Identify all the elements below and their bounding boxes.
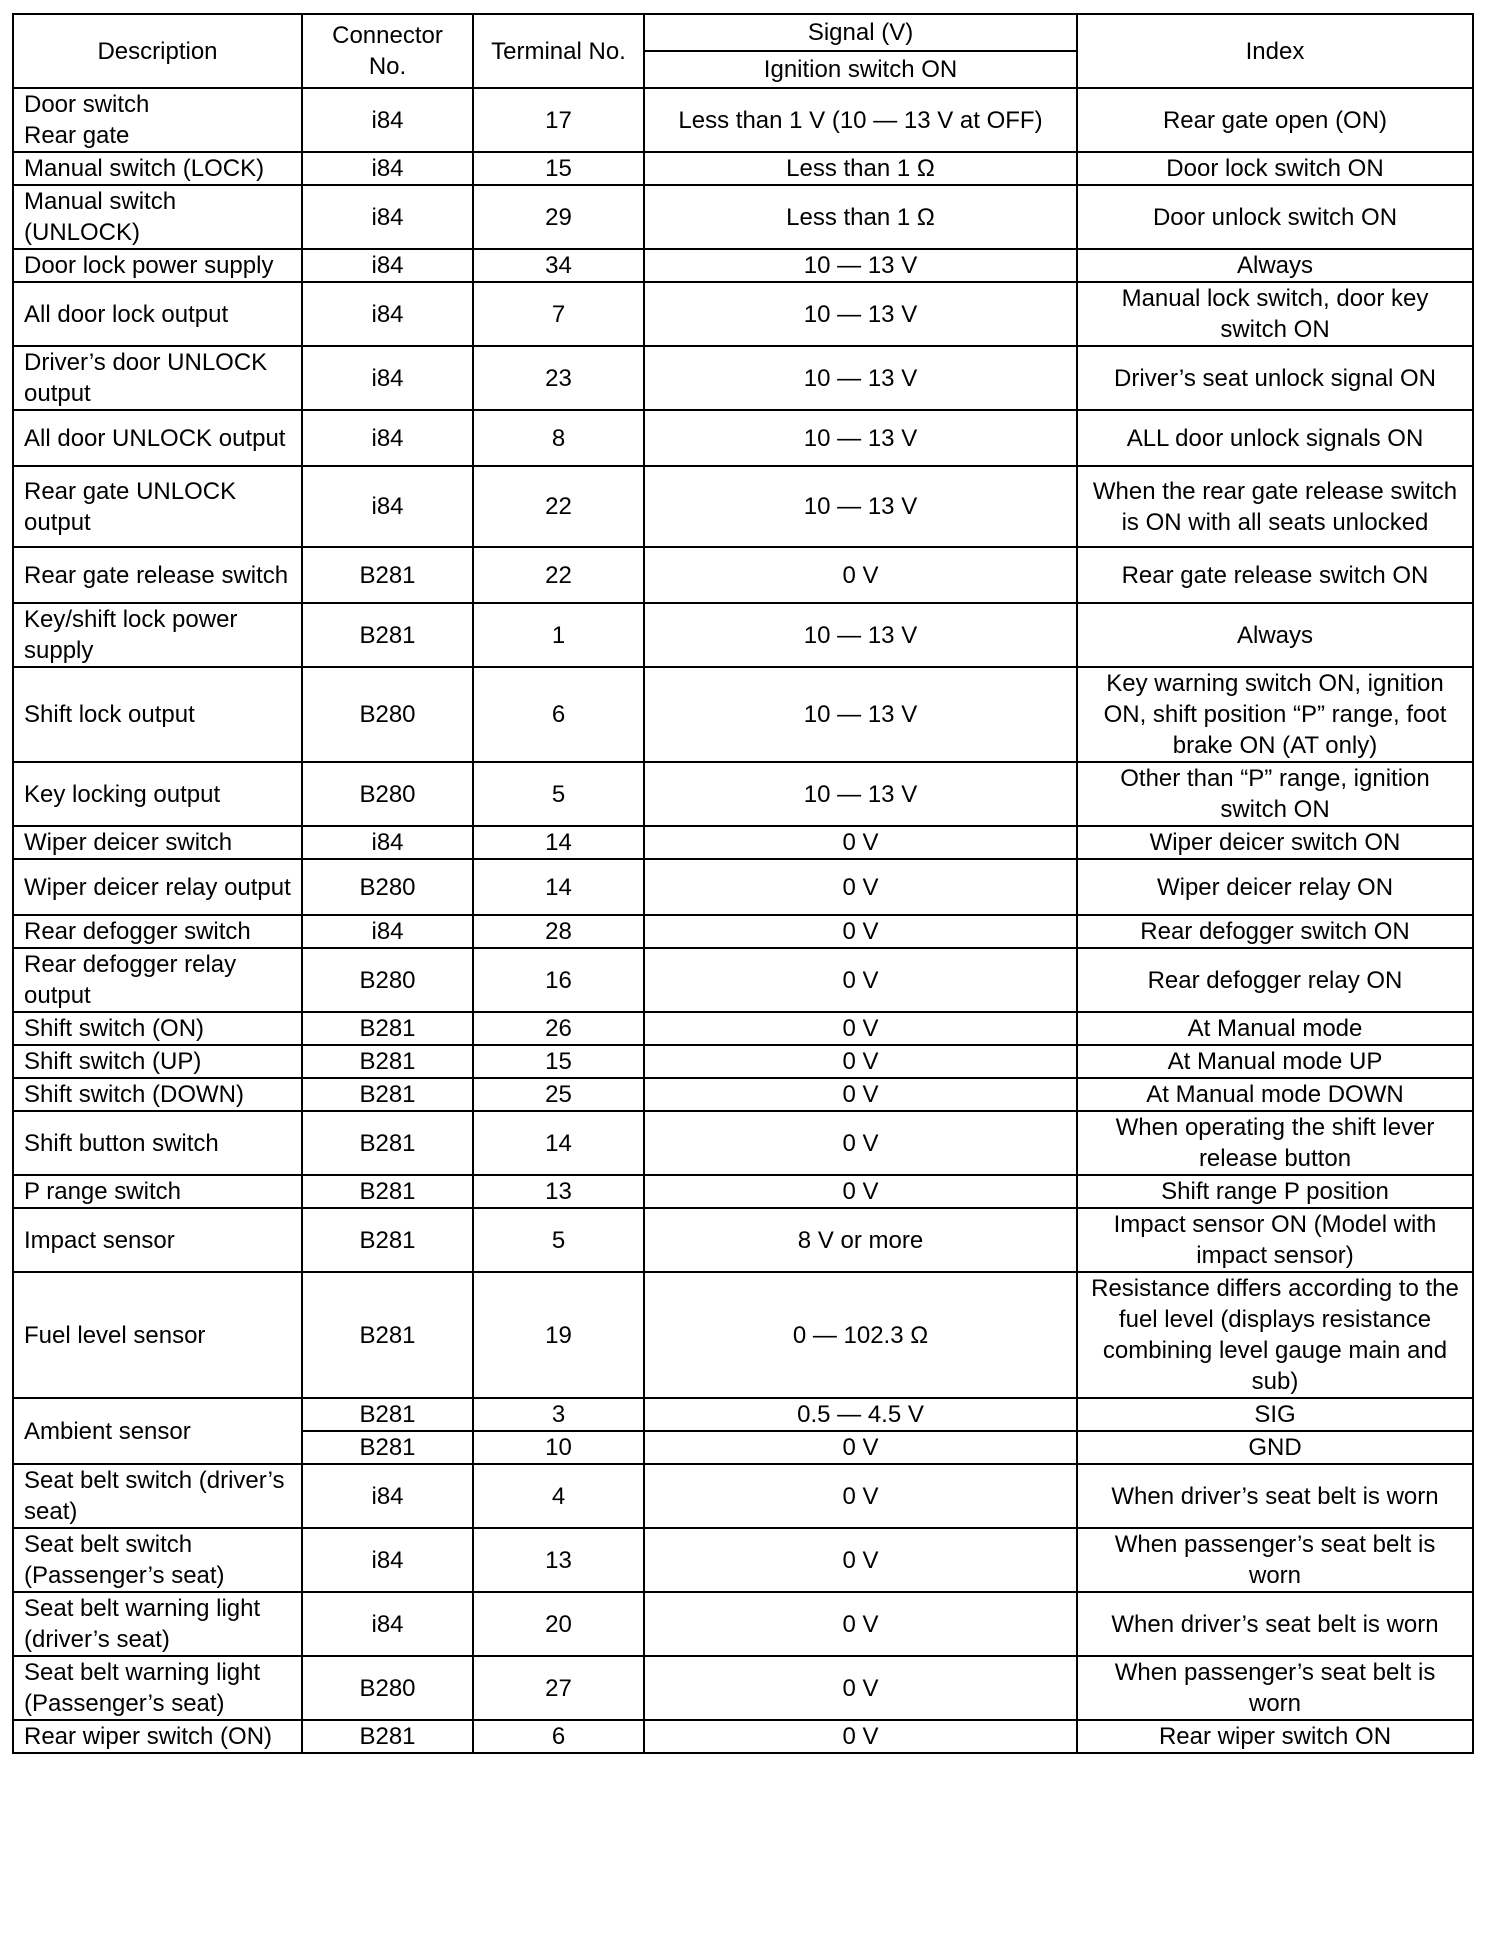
cell-terminal: 22 [473,547,644,603]
cell-description: Rear gate UNLOCK output [13,466,302,547]
table-row [13,1045,1473,1078]
cell-connector: i84 [302,466,473,547]
table-row [13,1111,1473,1175]
cell-index: At Manual mode UP [1077,1045,1473,1078]
cell-signal: 8 V or more [644,1208,1077,1272]
cell-terminal: 13 [473,1175,644,1208]
cell-signal: 0 V [644,859,1077,915]
cell-signal: 0 V [644,1078,1077,1111]
cell-connector: B280 [302,667,473,762]
cell-index: Rear gate open (ON) [1077,88,1473,152]
cell-description: Impact sensor [13,1208,302,1272]
cell-description: Seat belt switch (driver’s seat) [13,1464,302,1528]
cell-signal: 0 V [644,1045,1077,1078]
cell-connector: B281 [302,547,473,603]
cell-connector: B281 [302,1720,473,1753]
cell-connector: i84 [302,410,473,466]
cell-index: Rear defogger switch ON [1077,915,1473,948]
cell-connector: B281 [302,1272,473,1398]
cell-signal: 0 V [644,1012,1077,1045]
table-row [13,282,1473,346]
cell-description: Key locking output [13,762,302,826]
table-row [13,249,1473,282]
cell-terminal: 19 [473,1272,644,1398]
table-row [13,1528,1473,1592]
cell-index: When operating the shift lever release button [1077,1111,1473,1175]
table-row [13,1078,1473,1111]
table-row [13,152,1473,185]
cell-index: Rear gate release switch ON [1077,547,1473,603]
cell-terminal: 17 [473,88,644,152]
cell-description: Rear defogger relay output [13,948,302,1012]
header-index: Index [1077,14,1473,88]
cell-connector: B281 [302,1078,473,1111]
table-row [13,1656,1473,1720]
cell-index: When the rear gate release switch is ON with all seats unlocked [1077,466,1473,547]
cell-index: Wiper deicer switch ON [1077,826,1473,859]
cell-terminal: 14 [473,826,644,859]
cell-description: Rear gate release switch [13,547,302,603]
table-row [13,1175,1473,1208]
table-row [13,346,1473,410]
cell-index: Resistance differs according to the fuel level (displays resistance combining level gauge main and sub) [1077,1272,1473,1398]
cell-signal: 0 V [644,1592,1077,1656]
cell-terminal: 15 [473,1045,644,1078]
cell-connector: i84 [302,826,473,859]
cell-description: Rear wiper switch (ON) [13,1720,302,1753]
cell-description: P range switch [13,1175,302,1208]
cell-index: Wiper deicer relay ON [1077,859,1473,915]
cell-index: Key warning switch ON, ignition ON, shift position “P” range, foot brake ON (AT only) [1077,667,1473,762]
header-description: Description [13,14,302,88]
cell-connector: B281 [302,1045,473,1078]
cell-description: Door switch Rear gate [13,88,302,152]
table-row [13,859,1473,915]
cell-description: Shift switch (ON) [13,1012,302,1045]
cell-terminal: 10 [473,1431,644,1464]
cell-index: Rear defogger relay ON [1077,948,1473,1012]
table-row [13,915,1473,948]
cell-signal: 10 — 13 V [644,249,1077,282]
cell-signal: 0.5 — 4.5 V [644,1398,1077,1431]
cell-terminal: 20 [473,1592,644,1656]
cell-signal: 10 — 13 V [644,346,1077,410]
cell-signal: 0 V [644,826,1077,859]
cell-signal: 0 V [644,915,1077,948]
cell-index: When driver’s seat belt is worn [1077,1592,1473,1656]
cell-terminal: 8 [473,410,644,466]
cell-connector: B280 [302,948,473,1012]
cell-description: Shift switch (DOWN) [13,1078,302,1111]
cell-connector: B281 [302,1431,473,1464]
table-row [13,185,1473,249]
cell-connector: i84 [302,152,473,185]
cell-description: Fuel level sensor [13,1272,302,1398]
cell-description: Ambient sensor [13,1398,302,1464]
cell-connector: B280 [302,859,473,915]
cell-connector: B281 [302,1398,473,1431]
cell-signal: 0 — 102.3 Ω [644,1272,1077,1398]
cell-signal: 10 — 13 V [644,466,1077,547]
cell-description: Manual switch (UNLOCK) [13,185,302,249]
table-row [13,667,1473,762]
cell-index: Shift range P position [1077,1175,1473,1208]
cell-description: Seat belt switch (Passenger’s seat) [13,1528,302,1592]
cell-signal: 0 V [644,1431,1077,1464]
cell-terminal: 23 [473,346,644,410]
table-row [13,826,1473,859]
cell-index: Rear wiper switch ON [1077,1720,1473,1753]
cell-index: When passenger’s seat belt is worn [1077,1528,1473,1592]
cell-signal: 0 V [644,1720,1077,1753]
cell-signal: 10 — 13 V [644,410,1077,466]
cell-signal: 0 V [644,547,1077,603]
cell-index: GND [1077,1431,1473,1464]
cell-connector: B281 [302,603,473,667]
cell-connector: i84 [302,346,473,410]
cell-connector: i84 [302,1528,473,1592]
cell-terminal: 5 [473,1208,644,1272]
cell-connector: i84 [302,249,473,282]
cell-signal: 10 — 13 V [644,603,1077,667]
cell-terminal: 13 [473,1528,644,1592]
header-signal: Signal (V) [644,14,1077,51]
cell-index: When driver’s seat belt is worn [1077,1464,1473,1528]
cell-signal: Less than 1 Ω [644,185,1077,249]
cell-terminal: 5 [473,762,644,826]
table-row [13,948,1473,1012]
cell-connector: B281 [302,1012,473,1045]
cell-terminal: 16 [473,948,644,1012]
table-row [13,1012,1473,1045]
cell-signal: 10 — 13 V [644,762,1077,826]
table-row [13,1464,1473,1528]
cell-connector: B281 [302,1111,473,1175]
table-row [13,1720,1473,1753]
cell-connector: i84 [302,282,473,346]
cell-description: Manual switch (LOCK) [13,152,302,185]
cell-connector: i84 [302,185,473,249]
cell-index: When passenger’s seat belt is worn [1077,1656,1473,1720]
cell-terminal: 7 [473,282,644,346]
cell-connector: i84 [302,1464,473,1528]
table-row [13,1208,1473,1272]
cell-index: Always [1077,603,1473,667]
cell-signal: 0 V [644,1464,1077,1528]
cell-description: Wiper deicer switch [13,826,302,859]
cell-terminal: 6 [473,1720,644,1753]
table-row [13,547,1473,603]
cell-index: Driver’s seat unlock signal ON [1077,346,1473,410]
cell-signal: 0 V [644,1656,1077,1720]
cell-description: Driver’s door UNLOCK output [13,346,302,410]
cell-signal: 10 — 13 V [644,667,1077,762]
cell-terminal: 25 [473,1078,644,1111]
header-signal-ignition-on: Ignition switch ON [644,51,1077,88]
cell-connector: B280 [302,1656,473,1720]
cell-terminal: 22 [473,466,644,547]
cell-terminal: 4 [473,1464,644,1528]
table-row [13,88,1473,152]
cell-connector: i84 [302,1592,473,1656]
cell-signal: 0 V [644,1528,1077,1592]
cell-description: Seat belt warning light (driver’s seat) [13,1592,302,1656]
cell-terminal: 34 [473,249,644,282]
cell-terminal: 29 [473,185,644,249]
cell-index: Always [1077,249,1473,282]
cell-index: ALL door unlock signals ON [1077,410,1473,466]
cell-terminal: 27 [473,1656,644,1720]
cell-terminal: 26 [473,1012,644,1045]
table-row [13,603,1473,667]
table-row [13,762,1473,826]
cell-index: Manual lock switch, door key switch ON [1077,282,1473,346]
cell-connector: i84 [302,915,473,948]
cell-index: SIG [1077,1398,1473,1431]
cell-description: Door lock power supply [13,249,302,282]
table-row [13,1592,1473,1656]
cell-description: Key/shift lock power supply [13,603,302,667]
cell-connector: i84 [302,88,473,152]
cell-description: All door UNLOCK output [13,410,302,466]
cell-index: Impact sensor ON (Model with impact sensor) [1077,1208,1473,1272]
cell-description: Seat belt warning light (Passenger’s seat) [13,1656,302,1720]
cell-description: Wiper deicer relay output [13,859,302,915]
cell-index: Other than “P” range, ignition switch ON [1077,762,1473,826]
cell-connector: B280 [302,762,473,826]
table-row [13,410,1473,466]
table-body [13,88,1473,1753]
cell-signal: Less than 1 V (10 — 13 V at OFF) [644,88,1077,152]
cell-description: Shift switch (UP) [13,1045,302,1078]
cell-index: Door lock switch ON [1077,152,1473,185]
cell-description: Rear defogger switch [13,915,302,948]
cell-signal: 0 V [644,1111,1077,1175]
cell-terminal: 1 [473,603,644,667]
header-terminal-no: Terminal No. [473,14,644,88]
table-row [13,1272,1473,1398]
cell-connector: B281 [302,1175,473,1208]
cell-signal: Less than 1 Ω [644,152,1077,185]
cell-terminal: 6 [473,667,644,762]
cell-index: At Manual mode [1077,1012,1473,1045]
table-row [13,1398,1473,1431]
table-row [13,466,1473,547]
cell-terminal: 28 [473,915,644,948]
cell-index: At Manual mode DOWN [1077,1078,1473,1111]
cell-terminal: 14 [473,1111,644,1175]
cell-connector: B281 [302,1208,473,1272]
cell-signal: 0 V [644,1175,1077,1208]
cell-terminal: 14 [473,859,644,915]
cell-signal: 0 V [644,948,1077,1012]
cell-description: Shift lock output [13,667,302,762]
header-connector-no: Connector No. [302,14,473,88]
cell-terminal: 15 [473,152,644,185]
cell-description: All door lock output [13,282,302,346]
signal-spec-table [12,13,1474,1754]
cell-description: Shift button switch [13,1111,302,1175]
cell-index: Door unlock switch ON [1077,185,1473,249]
cell-terminal: 3 [473,1398,644,1431]
cell-signal: 10 — 13 V [644,282,1077,346]
